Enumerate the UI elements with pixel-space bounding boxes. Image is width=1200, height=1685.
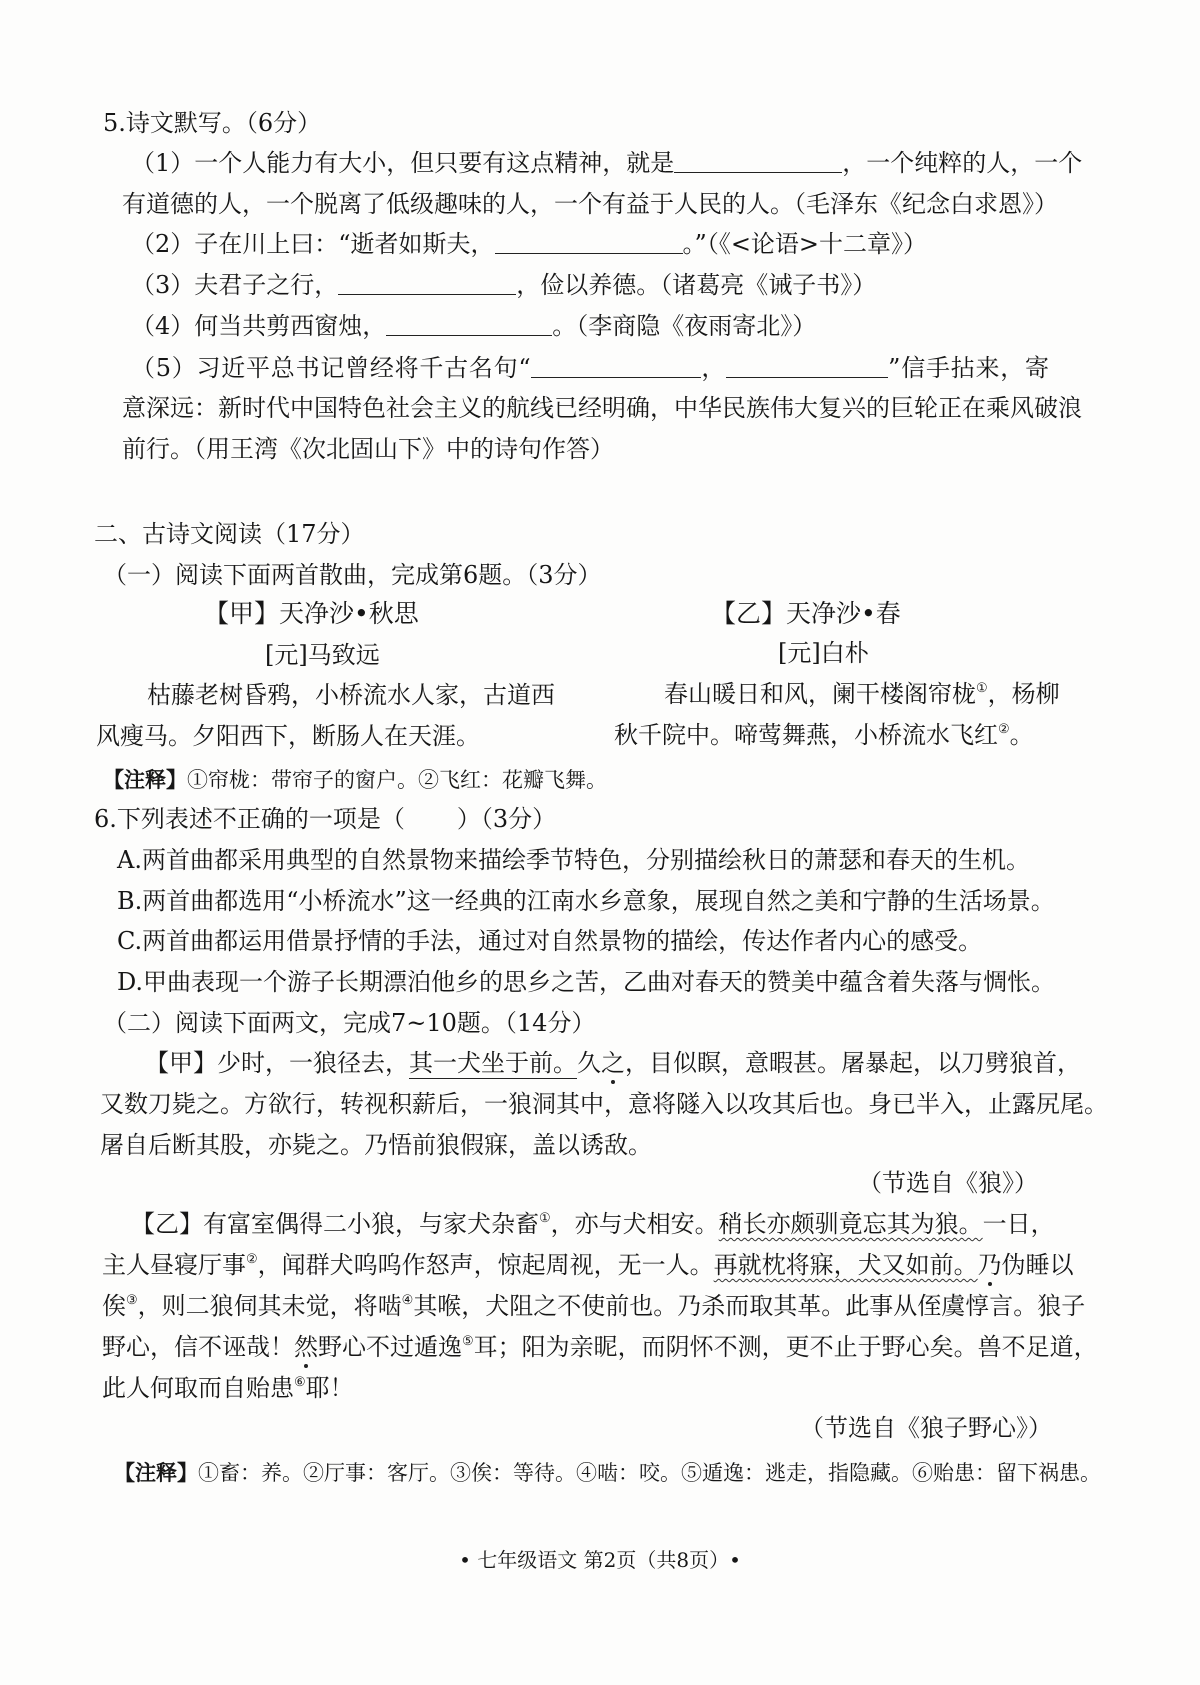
q6-option-c: C.两首曲都运用借景抒情的手法，通过对自然景物的描绘，传达作者内心的感受。	[117, 927, 983, 955]
part2-sub1-heading: （一）阅读下面两首散曲，完成第6题。（3分）	[103, 561, 602, 589]
poem-a-author: [元]马致远	[265, 641, 380, 669]
text-b-line5: 此人何取而自贻患⑥耶！	[102, 1374, 354, 1402]
wavy-underlined-sentence-1: 稍长亦颇驯竟忘其为狼。	[718, 1210, 983, 1238]
part2-sub2-heading: （二）阅读下面两文，完成7~10题。（14分）	[103, 1009, 596, 1037]
dotted-char: 乃	[977, 1251, 1002, 1279]
part2-heading: 二、古诗文阅读（17分）	[94, 520, 365, 548]
text-b-line1: 【乙】有富室偶得二小狼，与家犬杂畜①，亦与犬相安。稍长亦颇驯竟忘其为狼。一日，	[131, 1210, 1055, 1238]
text-b-line2: 主人昼寝厅事②，闻群犬呜呜作怒声，惊起周视，无一人。再就枕将寐，犬又如前。乃伪睡以	[102, 1251, 1074, 1279]
q5-item4: （4）何当共剪西窗烛， 。（李商隐《夜雨寄北》）	[131, 312, 817, 340]
poem-b-title: 【乙】天净沙•春	[711, 599, 901, 628]
dotted-char: 然	[294, 1333, 318, 1361]
q6-stem: 6.下列表述不正确的一项是（ ）（3分）	[94, 805, 557, 833]
poem-a-line1: 枯藤老树昏鸦，小桥流水人家，古道西	[147, 681, 555, 709]
q5-item5-line3: 前行。（用王湾《次北固山下》中的诗句作答）	[122, 435, 614, 463]
answer-blank-5a[interactable]	[531, 357, 701, 378]
poem-b-line1: 春山暖日和风，阑干楼阁帘栊①，杨柳	[664, 680, 1060, 708]
underlined-sentence-a: 其一犬坐于前。	[409, 1049, 577, 1077]
poem-b-author: [元]白朴	[778, 639, 869, 667]
q5-item2: （2）子在川上曰：“逝者如斯夫， 。”（《<论语>十二章》）	[131, 230, 928, 258]
poem-b-line2: 秋千院中。啼莺舞燕，小桥流水飞红②。	[614, 721, 1034, 749]
wavy-underlined-sentence-2: 再就枕将寐，犬又如前。	[713, 1251, 978, 1279]
q5-item5-line1: （5）习近平总书记曾经将千古名句“ ， ”信手拈来，寄	[131, 354, 1049, 382]
q6-option-d: D.甲曲表现一个游子长期漂泊他乡的思乡之苦，乙曲对春天的赞美中蕴含着失落与惆怅。	[117, 968, 1056, 996]
text-a-line2: 又数刀毙之。方欲行，转视积薪后，一狼洞其中，意将隧入以攻其后也。身已半入，止露尻尾。	[100, 1090, 1108, 1118]
answer-blank-2[interactable]	[495, 233, 683, 254]
q5-item5-line2: 意深远：新时代中国特色社会主义的航线已经明确，中华民族伟大复兴的巨轮正在乘风破浪	[122, 394, 1082, 422]
answer-blank-1[interactable]	[674, 152, 842, 173]
text-b-line4: 野心，信不诬哉！然野心不过遁逸⑤耳；阳为亲昵，而阴怀不测，更不止于野心矣。兽不足道，	[102, 1333, 1098, 1361]
text-a-source: （节选自《狼》）	[858, 1169, 1038, 1197]
q5-item3: （3）夫君子之行， ，俭以养德。（诸葛亮《诫子书》）	[131, 271, 877, 299]
page-footer: • 七年级语文 第2页（共8页）•	[459, 1548, 741, 1572]
dotted-char: 之	[601, 1049, 625, 1077]
text-a-line3: 屠自后断其股，亦毙之。乃悟前狼假寐，盖以诱敌。	[100, 1131, 652, 1159]
poem-a-title: 【甲】天净沙•秋思	[204, 599, 419, 628]
q6-option-a: A.两首曲都采用典型的自然景物来描绘季节特色，分别描绘秋日的萧瑟和春天的生机。	[117, 846, 1030, 874]
q5-heading: 5.诗文默写。（6分）	[103, 109, 322, 137]
poem-notes: 【注释】①帘栊：带帘子的窗户。②飞红：花瓣飞舞。	[103, 767, 607, 792]
answer-blank-4[interactable]	[386, 315, 552, 336]
answer-blank-3[interactable]	[338, 274, 516, 295]
answer-blank-5b[interactable]	[726, 357, 888, 378]
q5-item1-line2: 有道德的人，一个脱离了低级趣味的人，一个有益于人民的人。（毛泽东《纪念白求恩》）	[122, 190, 1058, 218]
text-notes: 【注释】①畜：养。②厅事：客厅。③俟：等待。④啮：咬。⑤遁逸：逃走，指隐藏。⑥贻患：留下祸患。	[114, 1460, 1101, 1485]
text-b-line3: 俟③，则二狼伺其未觉，将啮④其喉，犬阻之不使前也。乃杀而取其革。此事从侄虞惇言。狼子	[102, 1292, 1086, 1320]
text-b-source: （节选自《狼子野心》）	[800, 1414, 1052, 1442]
q6-option-b: B.两首曲都选用“小桥流水”这一经典的江南水乡意象，展现自然之美和宁静的生活场景。	[117, 887, 1055, 915]
q5-item1-line1: （1）一个人能力有大小，但只要有这点精神，就是 ，一个纯粹的人，一个	[131, 149, 1083, 177]
text-a-line1: 【甲】少时，一狼径去，其一犬坐于前。久之，目似瞑，意暇甚。屠暴起，以刀劈狼首，	[145, 1049, 1081, 1077]
poem-a-line2: 风瘦马。夕阳西下，断肠人在天涯。	[96, 722, 480, 750]
